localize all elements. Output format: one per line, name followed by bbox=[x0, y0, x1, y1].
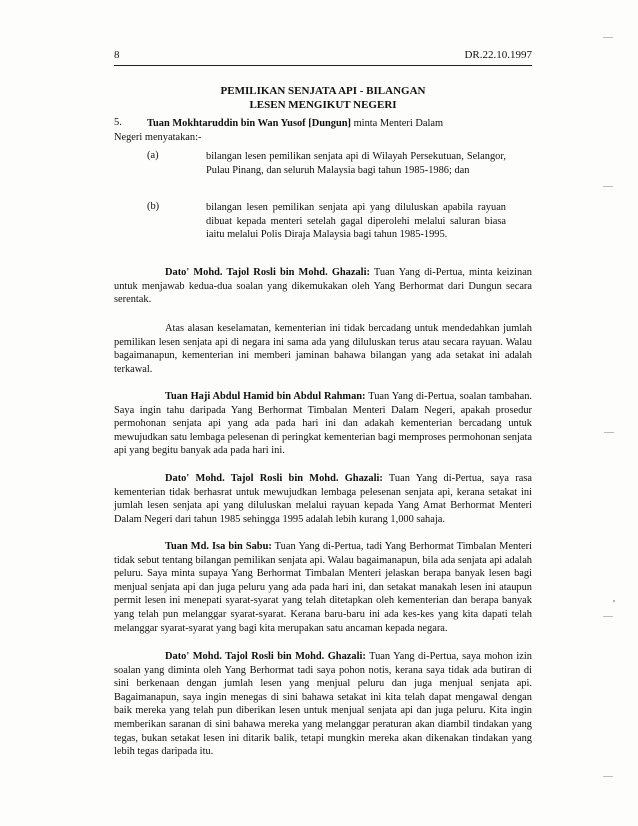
paragraph-text: Tuan Yang di-Pertua, saya rasa kementerian tidak berhasrat untuk mewujudkan lembaga pelesenan senjata api, kerana setakat ini jumlah lesen senjata api yang diluluskan melalui rayuan kepada Yang Amat Berhormat Menteri Dalam Negeri dari tahun 1985 sehingga 1995 adalah lebih kurang 1,000 sahaja. bbox=[114, 473, 532, 525]
answer-paragraph-1 bbox=[114, 266, 532, 307]
speaker-name: Tuan Haji Abdul Hamid bin Abdul Rahman: bbox=[165, 391, 366, 402]
scan-mark bbox=[603, 776, 613, 777]
answer-paragraph-2 bbox=[114, 322, 532, 376]
section-title-line1: PEMILIKAN SENJATA API - BILANGAN bbox=[220, 85, 426, 97]
scan-mark bbox=[604, 432, 614, 433]
paragraph-text: Tuan Yang di-Pertua, soalan tambahan. Saya ingin tahu daripada Yang Berhormat Timbalan Menteri Dalam Negeri, apakah prosedur permohonan senjata api yang ada pada hari ini dan adakah kementerian bercadang untuk mewujudkan satu lembaga pelesenan di peringkat kementerian bagi memproses permohonan senjata api yang begitu banyak ada pada hari ini. bbox=[114, 391, 532, 457]
paragraph-text: Atas alasan keselamatan, kementerian ini tidak bercadang untuk mendedahkan jumlah pemilikan lesen senjata api di negara ini sama ada yang diluluskan terus atau secara rayuan. Walau bagaimanapun, kementerian ini memberi jaminan bahawa bilangan yang ada setakat ini adalah terkawal. bbox=[114, 323, 532, 375]
question-text-line1: minta Menteri Dalam bbox=[353, 118, 444, 129]
section-title-line2: LESEN MENGIKUT NEGERI bbox=[249, 99, 397, 111]
question-number: 5. bbox=[114, 117, 122, 128]
speaker-name: Dato' Mohd. Tajol Rosli bin Mohd. Ghazali: bbox=[165, 651, 366, 662]
item-label-b: (b) bbox=[147, 201, 160, 212]
paragraph-text: Tuan Yang di-Pertua, minta keizinan untuk menjawab kedua-dua soalan yang dikemukakan oleh Yang Berhormat dari Dungun secara serentak. bbox=[114, 267, 532, 306]
scan-mark bbox=[603, 616, 613, 617]
item-text-a: bilangan lesen pemilikan senjata api di Wilayah Persekutuan, Selangor, Pulau Pinang, dan seluruh Malaysia bagi tahun 1985-1986; dan bbox=[206, 151, 506, 176]
question-paragraph-3 bbox=[114, 390, 532, 458]
answer-paragraph-4 bbox=[114, 472, 532, 526]
document-reference: DR.22.10.1997 bbox=[464, 49, 532, 61]
scan-mark bbox=[603, 186, 613, 187]
speaker-name: Tuan Md. Isa bin Sabu: bbox=[165, 541, 272, 552]
answer-paragraph-6 bbox=[114, 650, 532, 759]
scan-speck bbox=[613, 600, 615, 602]
question-text-line2: Negeri menyatakan:- bbox=[114, 132, 202, 143]
speaker-name: Dato' Mohd. Tajol Rosli bin Mohd. Ghazali: bbox=[165, 267, 370, 278]
paragraph-text: Tuan Yang di-Pertua, saya mohon izin soalan yang diminta oleh Yang Berhormat tadi saya pohon notis, kerana saya tidak ada butiran di sini berkenaan dengan jumlah lesen yang menjual peluru dan juga menjual senjata api. Bagaimanapun, saya ingin menegas di sini bahawa setakat ini kita telah dapat mengawal dengan baik mereka yang telah pun diberikan lesen untuk menjual senjata api dan juga peluru. Kita ingin memberikan saranan di sini bahawa mereka yang melanggar peraturan akan diambil tindakan yang tegas, bukan setakat lesen ini ditarik balik, tetapi mungkin mereka akan dikenakan tindakan yang lebih tegas daripada itu. bbox=[114, 651, 532, 758]
page-number: 8 bbox=[114, 49, 120, 61]
question-paragraph-5 bbox=[114, 540, 532, 635]
speaker-name: Dato' Mohd. Tajol Rosli bin Mohd. Ghazali: bbox=[165, 473, 383, 484]
item-text-b: bilangan lesen pemilikan senjata api yang diluluskan apabila rayuan dibuat kepada menteri setelah gagal diperolehi melalui saluran biasa iaitu melalui Polis Diraja Malaysia bagi tahun 1985-1995. bbox=[206, 202, 506, 241]
scan-mark bbox=[603, 37, 613, 38]
paragraph-text: Tuan Yang di-Pertua, tadi Yang Berhormat Timbalan Menteri tidak sebut tentang bilangan pemilikan senjata api. Walau bagaimanapun, bila ada senjata api adalah peluru. Saya minta supaya Yang Berhormat Timbalan Menteri jelaskan berapa banyak lesen bagi menjual senjata api dan juga peluru yang ada pada hari ini, dan setakat manakah lesen ini ataupun permit lesen ini menepati syarat-syarat yang telah ditetapkan oleh kementerian dan berapa banyak yang telah pun melanggar syarat-syarat. Kerana baru-baru ini ada kes-kes yang kita dapati telah melanggar syarat-syarat yang bagi kita merupakan satu ancaman kepada negara. bbox=[114, 541, 532, 634]
question-line1 bbox=[147, 117, 532, 131]
question-speaker: Tuan Mokhtaruddin bin Wan Yusof [Dungun] bbox=[147, 118, 351, 129]
page-header bbox=[114, 47, 532, 66]
item-label-a: (a) bbox=[147, 150, 159, 161]
